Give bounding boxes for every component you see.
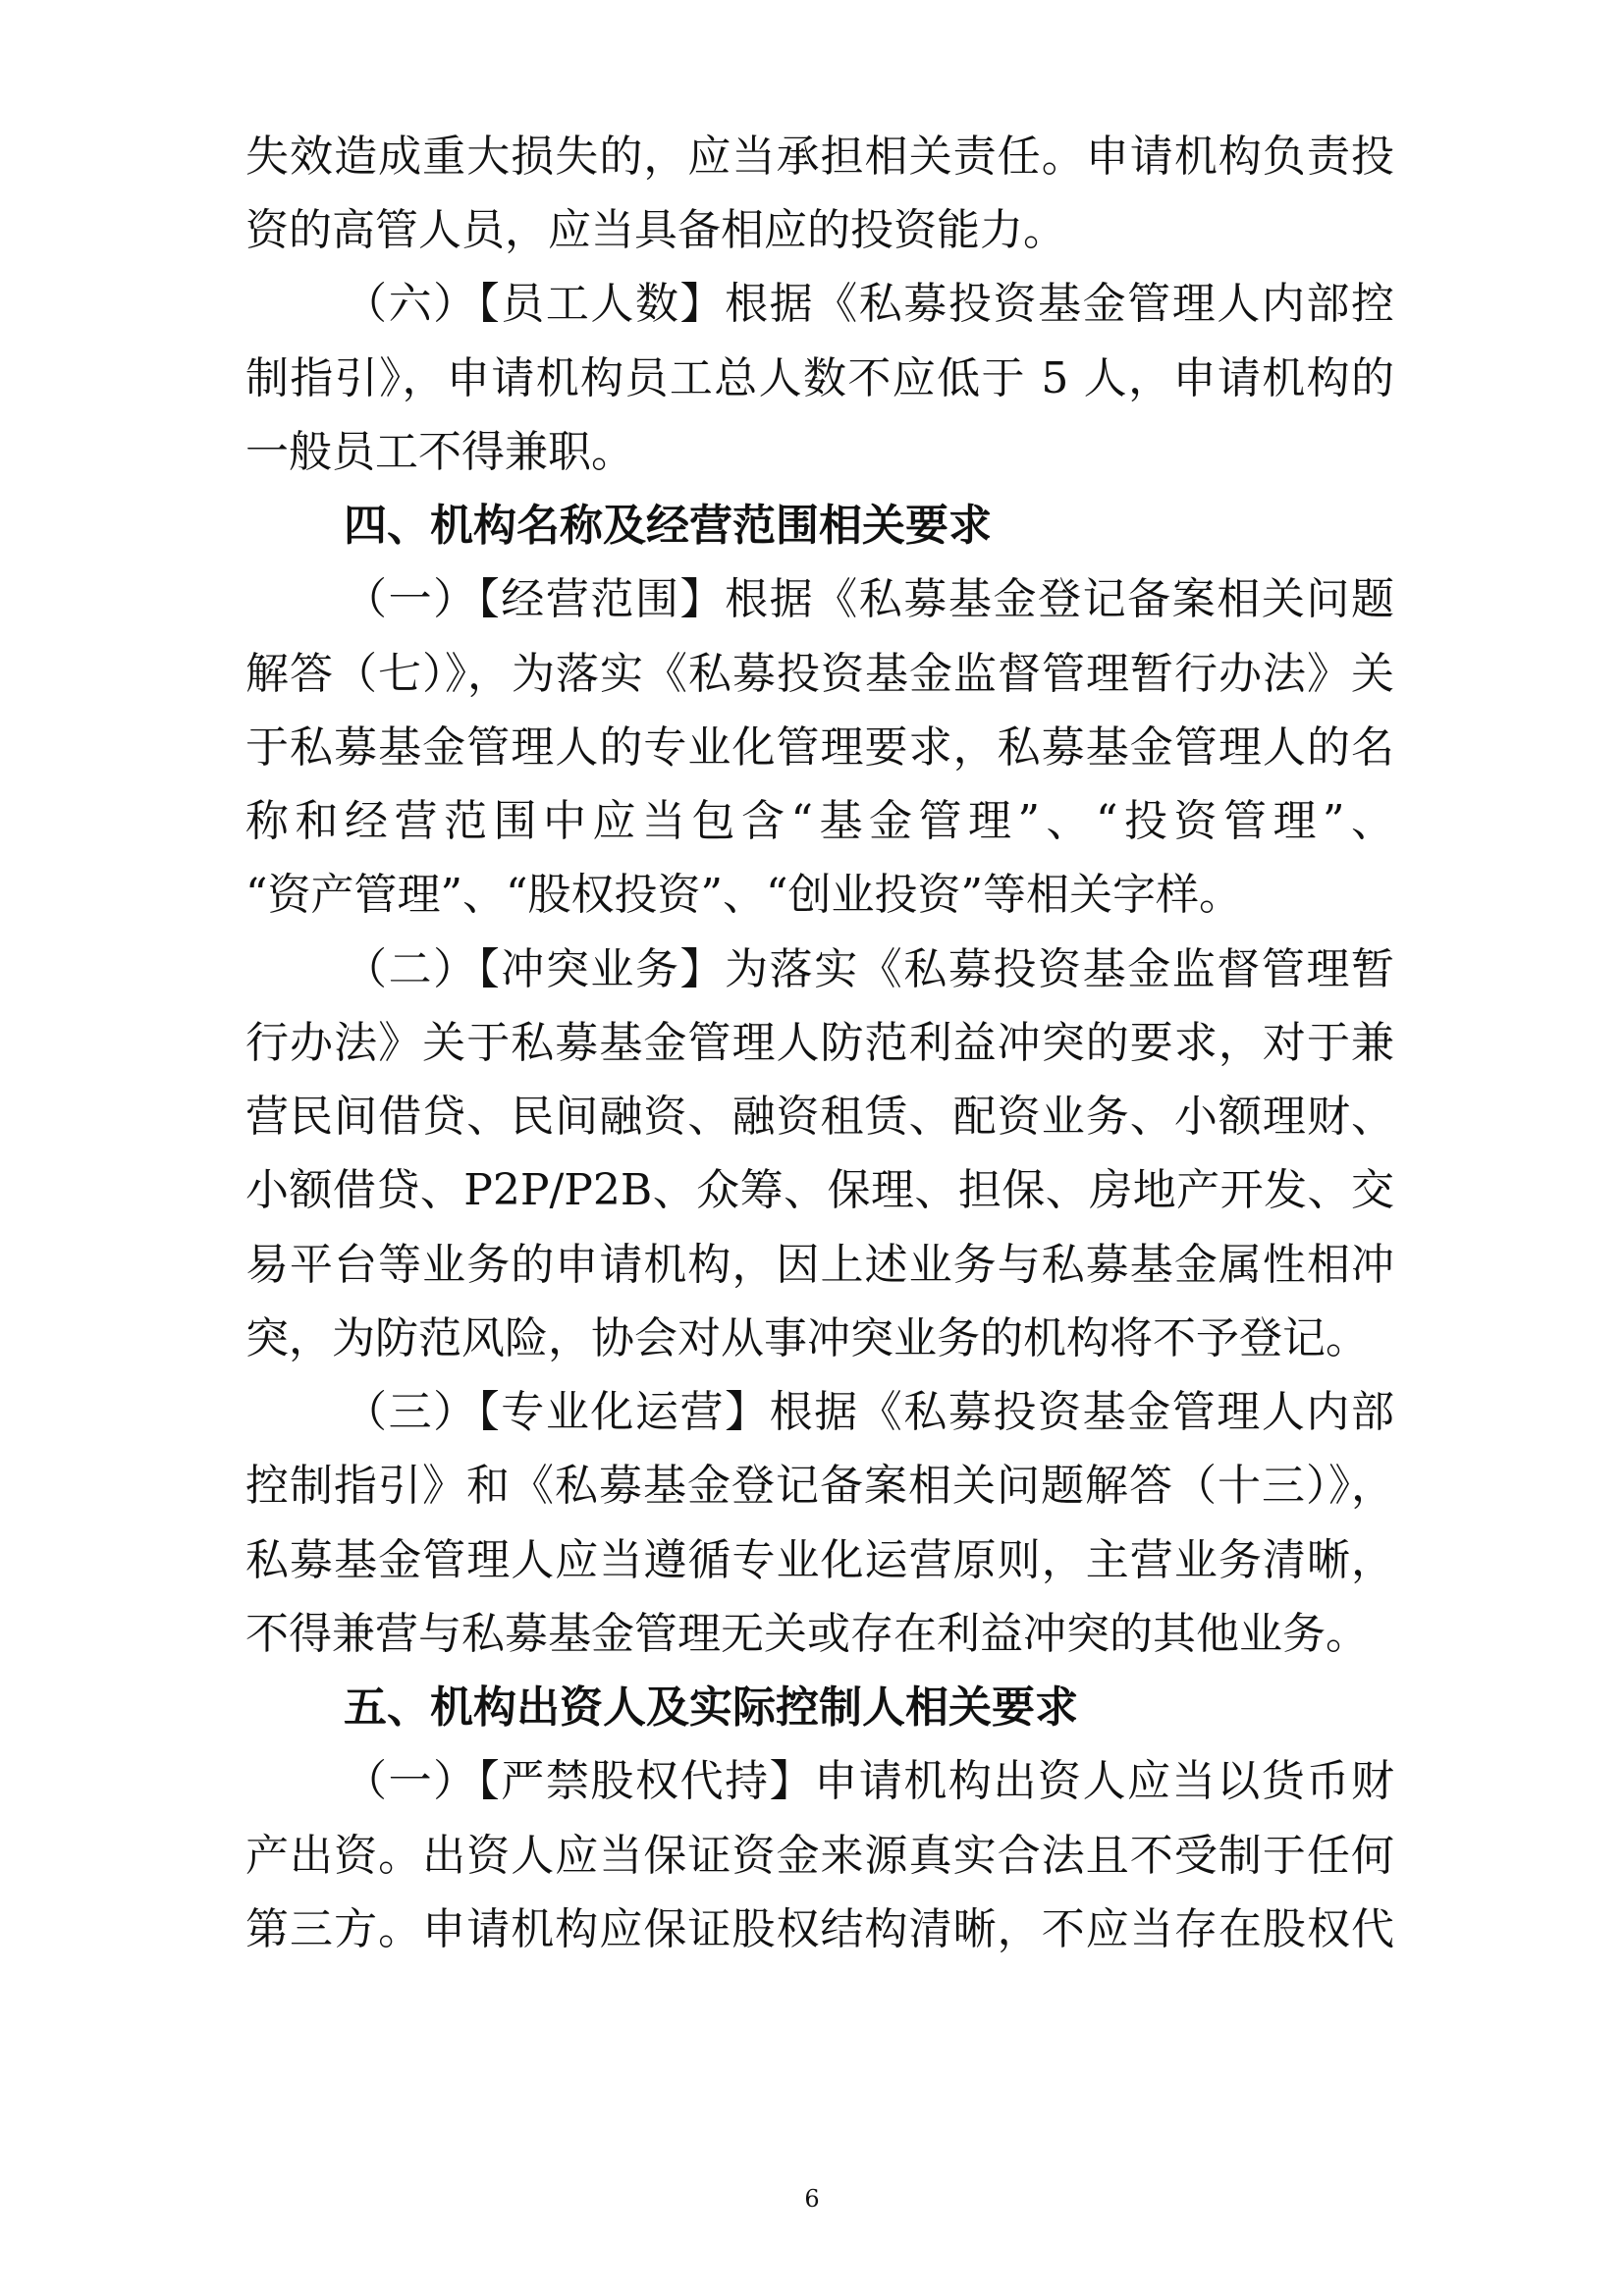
body-text-line: 于私募基金管理人的专业化管理要求，私募基金管理人的名 <box>245 722 1394 773</box>
body-text-line: 不得兼营与私募基金管理无关或存在利益冲突的其他业务。 <box>245 1609 1369 1659</box>
page-number: 6 <box>804 2185 820 2213</box>
paragraph-start-line: （三）【专业化运营】根据《私募投资基金管理人内部 <box>344 1387 1394 1437</box>
body-text-line: 营民间借贷、民间融资、融资租赁、配资业务、小额理财、 <box>245 1092 1394 1142</box>
paragraph-start-line: （六）【员工人数】根据《私募投资基金管理人内部控 <box>344 279 1394 329</box>
body-text-line: 行办法》关于私募基金管理人防范利益冲突的要求，对于兼 <box>245 1018 1394 1068</box>
section-heading: 五、机构出资人及实际控制人相关要求 <box>344 1682 1078 1733</box>
body-text-line: 第三方。申请机构应保证股权结构清晰，不应当存在股权代 <box>245 1904 1394 1954</box>
body-text-line: 解答（七）》，为落实《私募投资基金监督管理暂行办法》关 <box>245 649 1394 699</box>
body-text-line: “资产管理”、“股权投资”、“创业投资”等相关字样。 <box>245 870 1242 920</box>
section-heading: 四、机构名称及经营范围相关要求 <box>344 501 992 551</box>
body-text-line: 私募基金管理人应当遵循专业化运营原则，主营业务清晰， <box>245 1535 1394 1585</box>
paragraph-start-line: （一）【经营范围】根据《私募基金登记备案相关问题 <box>344 574 1394 624</box>
paragraph-start-line: （二）【冲突业务】为落实《私募投资基金监督管理暂 <box>344 944 1394 994</box>
body-text-line: 资的高管人员，应当具备相应的投资能力。 <box>245 205 1066 255</box>
body-text-line: 突，为防范风险，协会对从事冲突业务的机构将不予登记。 <box>245 1313 1369 1363</box>
body-text-line: 制指引》，申请机构员工总人数不应低于 5 人，申请机构的 <box>245 353 1394 403</box>
body-text-line: 易平台等业务的申请机构，因上述业务与私募基金属性相冲 <box>245 1240 1394 1290</box>
body-text-line: 小额借贷、P2P/P2B、众筹、保理、担保、房地产开发、交 <box>245 1165 1394 1215</box>
paragraph-start-line: （一）【严禁股权代持】申请机构出资人应当以货币财 <box>344 1756 1394 1806</box>
body-text-line: 失效造成重大损失的，应当承担相关责任。申请机构负责投 <box>245 132 1394 182</box>
body-text-line: 控制指引》和《私募基金登记备案相关问题解答（十三）》， <box>245 1461 1394 1511</box>
body-text-line: 称和经营范围中应当包含“基金管理”、“投资管理”、 <box>245 796 1394 846</box>
body-text-line: 产出资。出资人应当保证资金来源真实合法且不受制于任何 <box>245 1831 1394 1881</box>
body-text-line: 一般员工不得兼职。 <box>245 427 634 477</box>
